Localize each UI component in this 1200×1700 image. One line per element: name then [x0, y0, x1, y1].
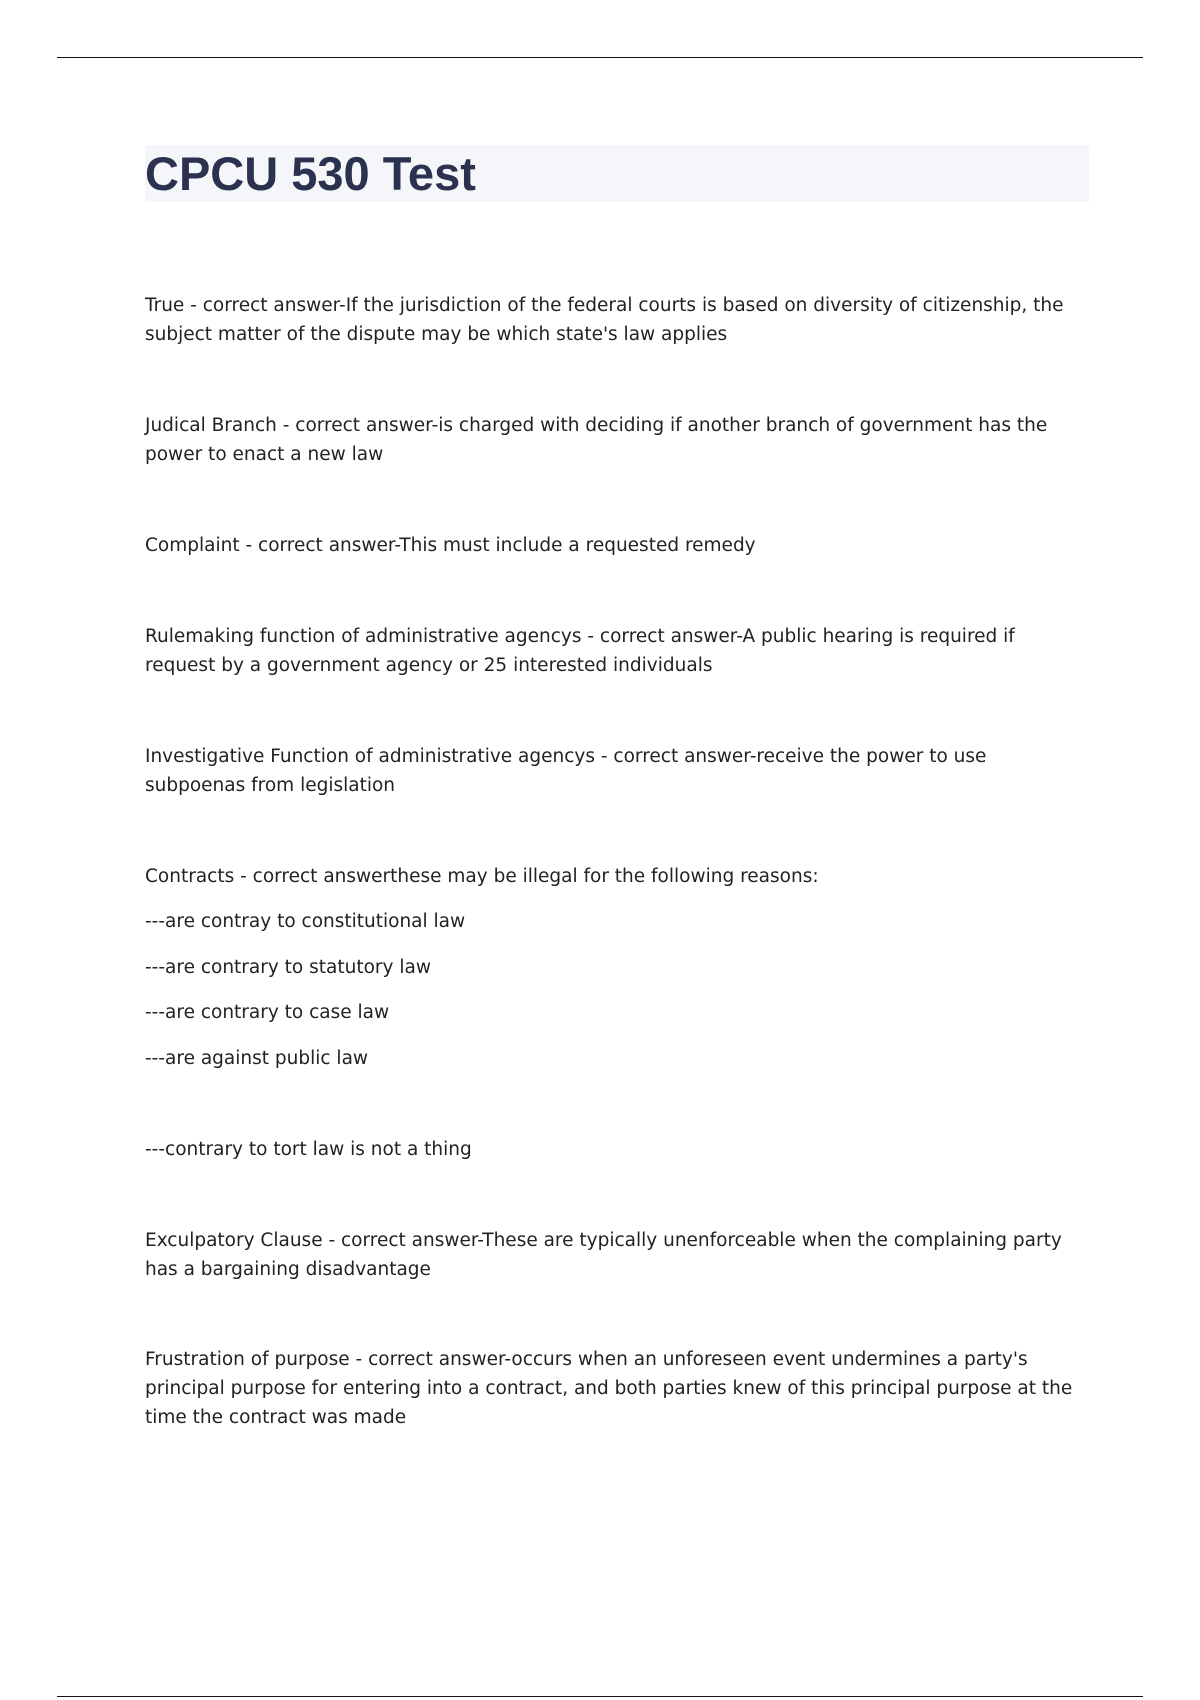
- entry-rulemaking-function: Rulemaking function of administrative agencys - correct answer-A public hearing is required if request by a government agency or 25 interested individuals: [145, 626, 1015, 676]
- bottom-rule: [57, 1696, 1143, 1697]
- entry-frustration-of-purpose: Frustration of purpose - correct answer-occurs when an unforeseen event undermines a party's principal purpose for entering into a contract, and both parties knew of this principal purpose at the time the contract was made: [145, 1349, 1073, 1428]
- entry-complaint: Complaint - correct answer-This must include a requested remedy: [145, 535, 756, 556]
- entry-true: True - correct answer-If the jurisdiction of the federal courts is based on diversity of citizenship, the subject matter of the dispute may be which state's law applies: [145, 295, 1064, 345]
- entry-contracts-reason-3: ---are contrary to case law: [145, 1002, 390, 1023]
- entry-investigative-function: Investigative Function of administrative agencys - correct answer-receive the power to use subpoenas from legislation: [145, 746, 987, 796]
- entry-contracts-reason-2: ---are contrary to statutory law: [145, 957, 431, 978]
- entry-judical-branch: Judical Branch - correct answer-is charged with deciding if another branch of government has the power to enact a new law: [145, 415, 1048, 465]
- page-title: CPCU 530 Test: [145, 147, 476, 200]
- entry-contracts-reason-1: ---are contray to constitutional law: [145, 911, 466, 932]
- entry-contracts-note: ---contrary to tort law is not a thing: [145, 1139, 472, 1160]
- entry-exculpatory-clause: Exculpatory Clause - correct answer-These are typically unenforceable when the complaining party has a bargaining disadvantage: [145, 1230, 1062, 1280]
- top-rule: [57, 57, 1143, 58]
- entry-contracts: Contracts - correct answerthese may be illegal for the following reasons:: [145, 866, 819, 887]
- entry-contracts-reason-4: ---are against public law: [145, 1048, 369, 1069]
